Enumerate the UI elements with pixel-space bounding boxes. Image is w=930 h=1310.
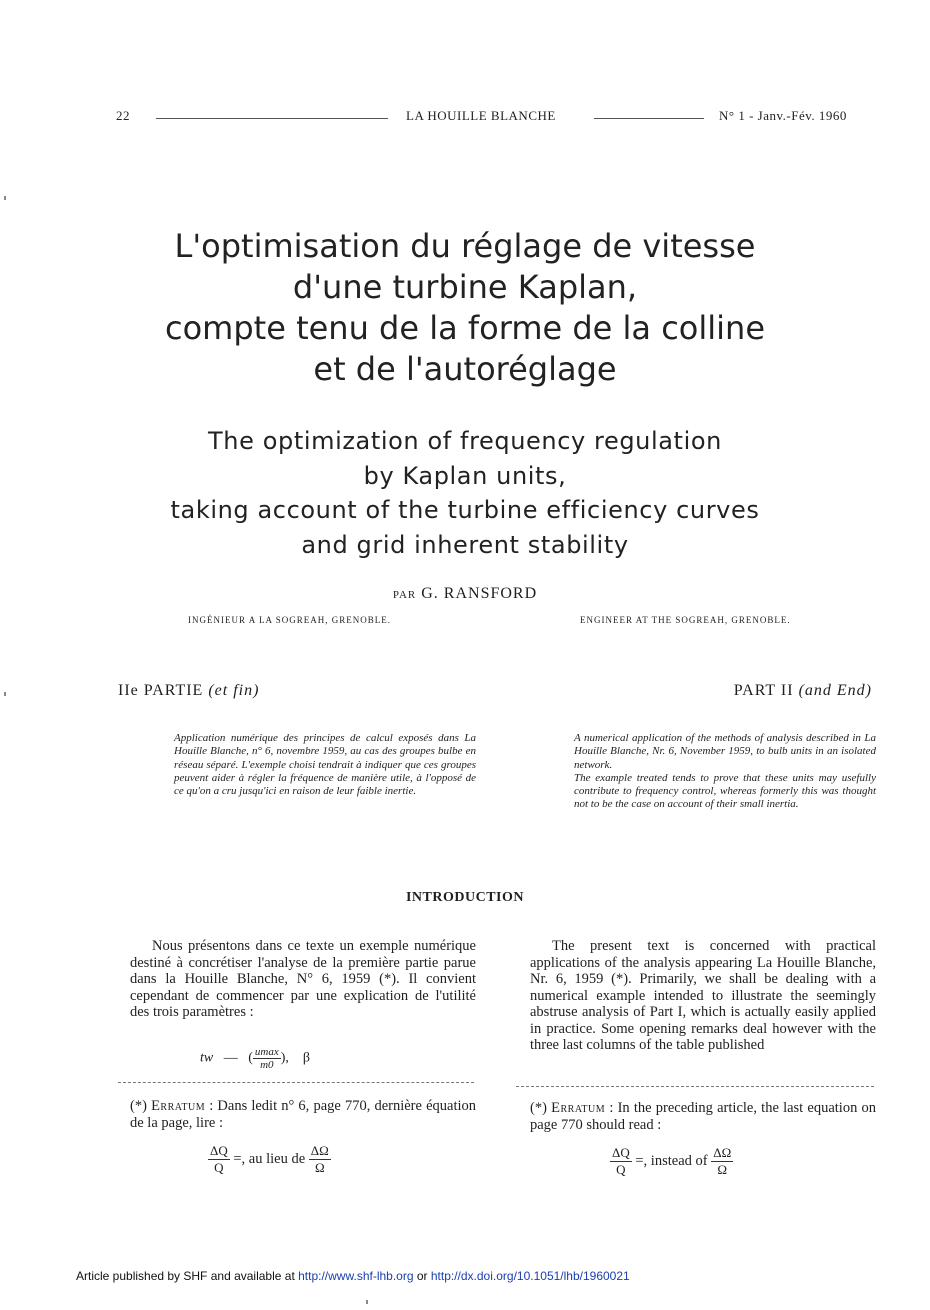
eq-en-rhs-num: ΔΩ: [713, 1145, 732, 1160]
title-fr-line: L'optimisation du réglage de vitesse: [174, 227, 756, 265]
eq-fr-rhs-den: Ω: [314, 1160, 325, 1175]
footnote-rule-fr: [118, 1082, 474, 1083]
part-en-suffix: (and End): [798, 682, 872, 699]
eq-en-lhs-den: Q: [616, 1162, 626, 1177]
body-fr-paragraph: Nous présentons dans ce texte un exemple numérique destiné à concrétiser l'analyse de la première partie parue dans la Houille Blanche, N° 6, 1959 (*). Il convient cependant de commencer par une explication de l'utilité des trois paramètres :: [130, 938, 476, 1020]
formula-beta: β: [302, 1050, 311, 1066]
eq-en-rhs: [711, 1145, 733, 1178]
abstract-en-text-1: A numerical application of the methods of analysis described in La Houille Blanche, Nr. 6, November 1959, to bulb units in an isolated network.: [574, 732, 876, 771]
part-fr-suffix: (et fin): [208, 682, 260, 699]
part-en-label: PART II: [733, 682, 794, 699]
footer-middle: or: [413, 1269, 431, 1283]
title-fr-line: et de l'autoréglage: [313, 350, 617, 388]
formula-numerator: umax: [254, 1046, 279, 1058]
issue-info: N° 1 - Janv.-Fév. 1960: [719, 108, 847, 123]
formula-fraction: [253, 1046, 281, 1071]
footnote-rule-en: [516, 1086, 874, 1087]
affiliation-fr: INGÉNIEUR A LA SOGREAH, GRENOBLE.: [188, 615, 391, 625]
erratum-fr: [130, 1098, 476, 1131]
erratum-en: [530, 1100, 876, 1133]
formula-dash: —: [223, 1050, 238, 1066]
journal-name: LA HOUILLE BLANCHE: [406, 108, 556, 123]
title-en-line: and grid inherent stability: [301, 530, 629, 559]
title-en-line: The optimization of frequency regulation: [208, 427, 722, 455]
abstract-fr-text: Application numérique des principes de calcul exposés dans La Houille Blanche, n° 6, novembre 1959, au cas des groupes bulbe en réseau séparé. L'exemple choisi tendrait à indiquer que ces groupes peuvent aider à régler la fréquence de manière utile, à l'opposé de ce qu'on a cru jusqu'ici en raison de leur faible inertie.: [174, 732, 476, 798]
header-rule-left: [156, 118, 388, 119]
byline-par: PAR: [392, 589, 417, 601]
affiliation-en: ENGINEER AT THE SOGREAH, GRENOBLE.: [580, 615, 791, 625]
footer-link-shf[interactable]: http://www.shf-lhb.org: [298, 1269, 414, 1283]
erratum-equation-en: [610, 1145, 733, 1178]
erratum-en-label: Erratum: [551, 1100, 606, 1116]
eq-en-connector: =, instead of: [635, 1152, 708, 1169]
eq-fr-rhs: [309, 1143, 331, 1176]
scan-mark: [366, 1300, 368, 1304]
eq-fr-lhs-den: Q: [214, 1160, 224, 1175]
page-number: 22: [116, 108, 130, 123]
title-en-line: taking account of the turbine efficiency curves: [170, 496, 760, 524]
part-heading-en: [734, 682, 872, 700]
part-heading-fr: [118, 682, 259, 700]
title-french: [0, 226, 930, 390]
body-text-en: [530, 938, 876, 1054]
eq-en-lhs: [610, 1145, 632, 1178]
footer-prefix: Article published by SHF and available at: [76, 1269, 299, 1283]
author-name: G. RANSFORD: [421, 585, 538, 602]
title-english: [0, 424, 930, 562]
abstract-fr: [174, 732, 476, 798]
footer-attribution: [76, 1269, 630, 1283]
eq-en-rhs-den: Ω: [717, 1162, 728, 1177]
title-fr-line: compte tenu de la forme de la colline: [165, 309, 765, 347]
scan-mark: [4, 196, 6, 200]
eq-fr-lhs: [208, 1143, 230, 1176]
erratum-equation-fr: [208, 1143, 331, 1176]
footer-link-doi[interactable]: http://dx.doi.org/10.1051/lhb/1960021: [430, 1269, 630, 1283]
erratum-fr-text: : Dans ledit n° 6, page 770, dernière équation de la page, lire :: [130, 1098, 477, 1131]
formula-denominator: m0: [260, 1059, 274, 1071]
byline: [0, 585, 930, 603]
header-rule-right: [594, 118, 704, 119]
part-fr-label: IIe PARTIE: [118, 682, 204, 699]
erratum-en-text: : In the preceding article, the last equation on page 770 should read :: [530, 1100, 877, 1133]
parameters-formula: tw — ( $\frac{umax}{m0}$ ), β: [200, 1046, 311, 1071]
body-en-paragraph: The present text is concerned with practical applications of the analysis appearing La Houille Blanche, Nr. 6, 1959 (*). Primarily, we shall be dealing with a numerical example intended to illustrate the seemingly abstruse analysis of Part I, which is actually easily applied in practice. Some opening remarks deal however with the three last columns of the table published: [530, 938, 876, 1053]
abstract-en-text-2: The example treated tends to prove that these units may usefully contribute to frequency control, whereas formerly this was thought not to be the case on account of their small inertia.: [574, 771, 876, 811]
title-en-line: by Kaplan units,: [363, 461, 567, 490]
eq-fr-lhs-num: ΔQ: [210, 1143, 228, 1158]
scan-mark: [4, 692, 6, 696]
erratum-fr-label: Erratum: [151, 1098, 206, 1114]
eq-fr-connector: =, au lieu de: [233, 1150, 306, 1167]
abstract-en: [574, 732, 876, 812]
formula-t: tw: [200, 1050, 214, 1066]
eq-fr-rhs-num: ΔΩ: [310, 1143, 329, 1158]
erratum-fr-mark: (*): [130, 1098, 147, 1114]
eq-en-lhs-num: ΔQ: [612, 1145, 630, 1160]
erratum-en-mark: (*): [530, 1100, 547, 1116]
body-text-fr: [130, 938, 476, 1021]
section-heading-introduction: INTRODUCTION: [405, 890, 524, 905]
title-fr-line: d'une turbine Kaplan,: [292, 268, 638, 306]
